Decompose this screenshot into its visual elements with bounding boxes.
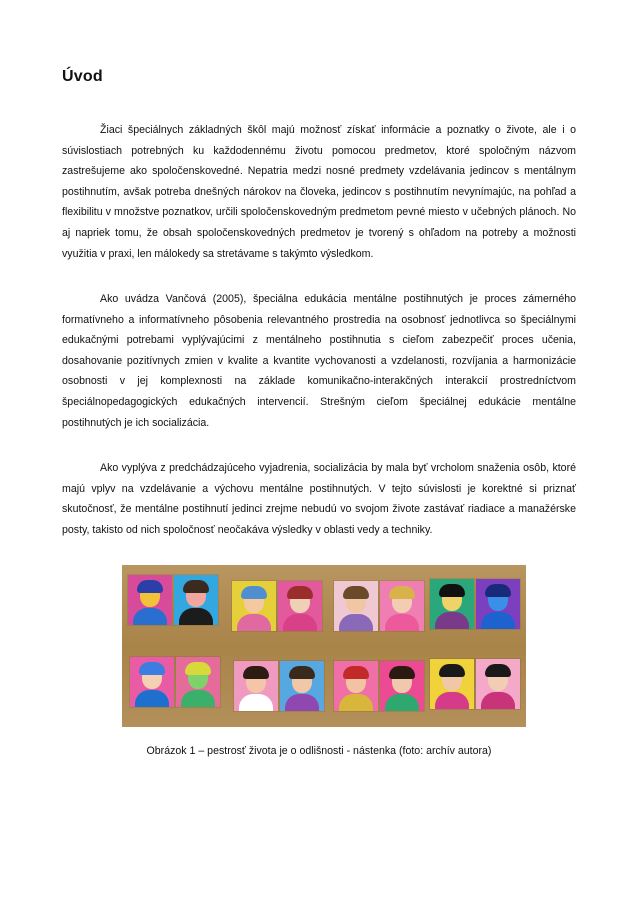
- figure-caption: Obrázok 1 – pestrosť života je o odlišnosti - nástenka (foto: archív autora): [146, 745, 492, 757]
- portrait: [280, 661, 324, 711]
- paragraph-2: Ako uvádza Vančová (2005), špeciálna edukácia mentálne postihnutých je proces zámerného formatívneho a informatívneho pôsobenia relevantného prostredia na osobnosť jednotlivca so špeciálnymi edukačnými potrebami vyplývajúcimi z mentálneho postihnutia s cieľom zabezpečiť proces učenia, dosahovanie pozitívnych zmien v kvalite a kvantite vychovanosti a vzdelanosti, rozvíjania a harmonizácie osobnosti v jej komplexnosti na základe komunikačno-interakčných interakcií prostredníctvom špeciálnopedagogických edukačných intervencií. Strešným cieľom špeciálnej edukácie mentálne postihnutých je ich socializácia.: [62, 293, 576, 429]
- portrait: [380, 661, 424, 711]
- portrait: [334, 661, 378, 711]
- portrait: [476, 579, 520, 629]
- portrait: [334, 581, 378, 631]
- portrait: [232, 581, 276, 631]
- portrait: [128, 575, 172, 625]
- portrait: [380, 581, 424, 631]
- portrait: [174, 575, 218, 625]
- portrait: [234, 661, 278, 711]
- portrait: [278, 581, 322, 631]
- section-heading: Úvod: [62, 68, 103, 85]
- portrait: [176, 657, 220, 707]
- bulletin-board-photo: [122, 565, 526, 727]
- portrait: [430, 659, 474, 709]
- portrait: [430, 579, 474, 629]
- portrait: [476, 659, 520, 709]
- paragraph-1: Žiaci špeciálnych základných škôl majú možnosť získať informácie a poznatky o živote, ale i o súvislostiach potrebných ku každodennému životu pomocou predmetov, ktoré spoločným názvom zastrešujeme ako spoločenskovedné. Nepatria medzi nosné predmety vzdelávania jedincov s mentálnym postihnutím, avšak potreba dnešných nárokov na človeka, jedincov s postihnutím nevynímajúc, na pohľad a flexibilitu v množstve poznatkov, určili spoločenskovedným predmetom pevné miesto v učebných plánoch. No aj napriek tomu, že obsah spoločenskovedných predmetov je tvorený s ohľadom na potreby a možnosti využitia v praxi, len málokedy sa stretávame s takýmto výsledkom.: [62, 124, 576, 260]
- paragraph-3: Ako vyplýva z predchádzajúceho vyjadrenia, socializácia by mala byť vrcholom snaženia osôb, ktoré majú vplyv na vzdelávanie a výchovu mentálne postihnutých. V tejto súvislosti je korektné si priznať skutočnosť, že mentálne postihnutí jedinci zrejme nebudú vo svojom živote zastávať riadiace a manažérske posty, takisto od nich spoločnosť neočakáva výsledky v oblasti vedy a techniky.: [62, 462, 576, 536]
- portrait: [130, 657, 174, 707]
